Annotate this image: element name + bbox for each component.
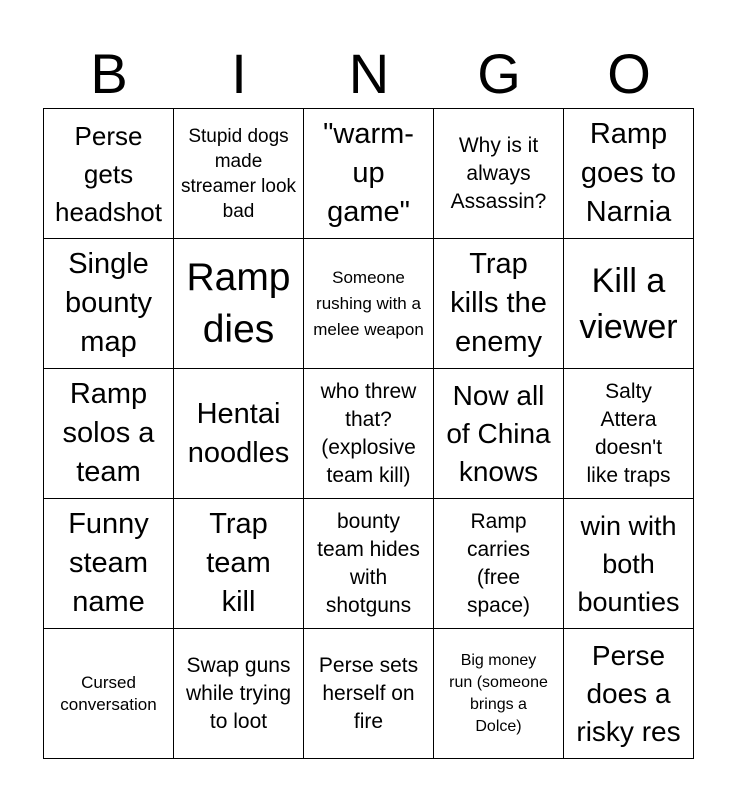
bingo-cell[interactable]: Salty Attera doesn't like traps	[564, 369, 694, 499]
bingo-cell[interactable]: Ramp carries (free space)	[434, 499, 564, 629]
bingo-cell[interactable]: Why is it always Assassin?	[434, 109, 564, 239]
bingo-cell[interactable]: Single bounty map	[44, 239, 174, 369]
header-letter-o: O	[607, 42, 651, 105]
bingo-cell[interactable]: Trap team kill	[174, 499, 304, 629]
header-letter-b: B	[90, 42, 128, 105]
bingo-cell[interactable]: Big money run (someone brings a Dolce)	[434, 629, 564, 759]
bingo-cell[interactable]: Perse sets herself on fire	[304, 629, 434, 759]
bingo-cell[interactable]: bounty team hides with shotguns	[304, 499, 434, 629]
header-letter-i: I	[231, 42, 247, 105]
header-letter-g: G	[477, 42, 521, 105]
bingo-cell[interactable]: Cursed conversation	[44, 629, 174, 759]
bingo-cell[interactable]: win with both bounties	[564, 499, 694, 629]
header-letter-n: N	[348, 42, 390, 105]
bingo-cell[interactable]: who threw that? (explosive team kill)	[304, 369, 434, 499]
bingo-cell[interactable]: Funny steam name	[44, 499, 174, 629]
bingo-header	[44, 40, 694, 108]
bingo-cell[interactable]: Ramp goes to Narnia	[564, 109, 694, 239]
bingo-cell[interactable]: Ramp solos a team	[44, 369, 174, 499]
bingo-cell[interactable]: Stupid dogs made streamer look bad	[174, 109, 304, 239]
bingo-cell[interactable]: Kill a viewer	[564, 239, 694, 369]
bingo-cell[interactable]: Hentai noodles	[174, 369, 304, 499]
bingo-cell[interactable]: Ramp dies	[174, 239, 304, 369]
bingo-cell[interactable]: "warm-up game"	[304, 109, 434, 239]
bingo-cell[interactable]: Trap kills the enemy	[434, 239, 564, 369]
bingo-cell[interactable]: Swap guns while trying to loot	[174, 629, 304, 759]
bingo-grid	[43, 108, 694, 759]
bingo-cell[interactable]: Perse gets headshot	[44, 109, 174, 239]
bingo-cell[interactable]: Perse does a risky res	[564, 629, 694, 759]
bingo-cell[interactable]: Now all of China knows	[434, 369, 564, 499]
bingo-cell[interactable]: Someone rushing with a melee weapon	[304, 239, 434, 369]
